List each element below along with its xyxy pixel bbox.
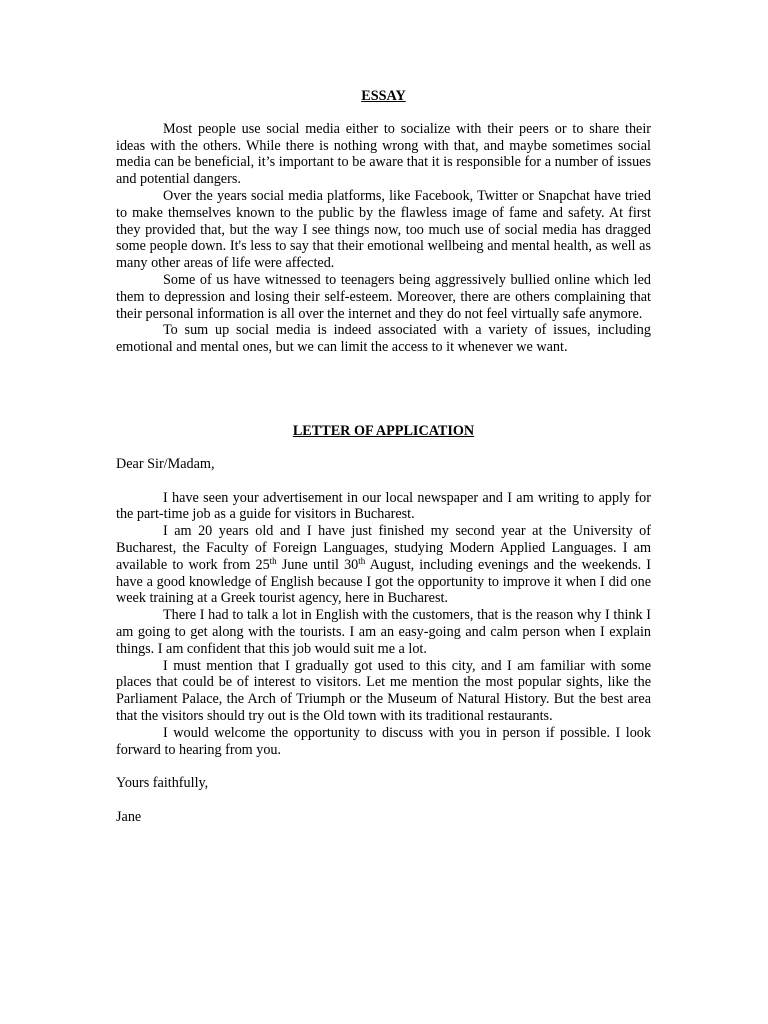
ordinal-suffix-1: th [269, 555, 277, 566]
letter-paragraph-5: I would welcome the opportunity to discuss with you in person if possible. I look forward to hearing from you. [116, 724, 651, 758]
essay-paragraph-4: To sum up social media is indeed associated with a variety of issues, including emotional and mental ones, but we can limit the access to it whenever we want. [116, 322, 651, 356]
letter-signature: Jane [116, 809, 142, 826]
letter-paragraph-4: I must mention that I gradually got used to this city, and I am familiar with some places that could be of interest to visitors. Let me mention the most popular sights, like the Parliament Palace, the Arch of Triumph or the Museum of Natural History. But the best area that the visitors should try out is the Old town with its traditional restaurants. [116, 657, 651, 724]
essay-paragraph-2: Over the years social media platforms, like Facebook, Twitter or Snapchat have tried to make themselves known to the public by the flawless image of fame and safety. At first they provided that, but the way I see things now, too much use of social media has dragged some people down. It's less to say that their emotional wellbeing and mental health, as well as many other areas of life were affected. [116, 187, 651, 272]
letter-title: LETTER OF APPLICATION [292, 422, 475, 439]
letter-paragraph-1: I have seen your advertisement in our local newspaper and I am writing to apply for the part-time job as a guide for visitors in Bucharest. [116, 489, 651, 523]
letter-paragraph-2-start: I am 20 years old and I have just finished my second year at the University of Bucharest, the Faculty of Foreign Languages, studying Modern Applied Languages. I am available to work from 25 [116, 523, 651, 573]
section-spacer [116, 356, 651, 423]
essay-title: ESSAY [361, 88, 406, 104]
document-page [116, 88, 651, 826]
ordinal-suffix-2: th [358, 555, 366, 566]
letter-paragraph-3: There I had to talk a lot in English with the customers, that is the reason why I think I am going to get along with the tourists. I am an easy-going and calm person when I explain things. I am confident that this job would suit me a lot. [116, 607, 651, 657]
essay-paragraph-1: Most people use social media either to socialize with their peers or to share their ideas with the others. While there is nothing wrong with that, and maybe sometimes social media can be beneficial, it’s important to be aware that it is responsible for a number of issues and potential dangers. [116, 120, 651, 188]
essay-paragraph-3: Some of us have witnessed to teenagers being aggressively bullied online which led them to depression and losing their self-esteem. Moreover, there are others complaining that their personal information is all over the internet and they do not feel virtually safe anymore. [116, 271, 651, 322]
letter-paragraph-2-middle: June until 30 [276, 556, 359, 573]
letter-salutation: Dear Sir/Madam, [116, 455, 215, 472]
letter-paragraph-2 [116, 523, 651, 607]
letter-paragraph-2-end: August, including evenings and the weekends. I have a good knowledge of English because I got the opportunity to improve it when I did one week training at a Greek tourist agency, here in Bucharest. [116, 556, 651, 607]
letter-closing: Yours faithfully, [116, 775, 209, 792]
